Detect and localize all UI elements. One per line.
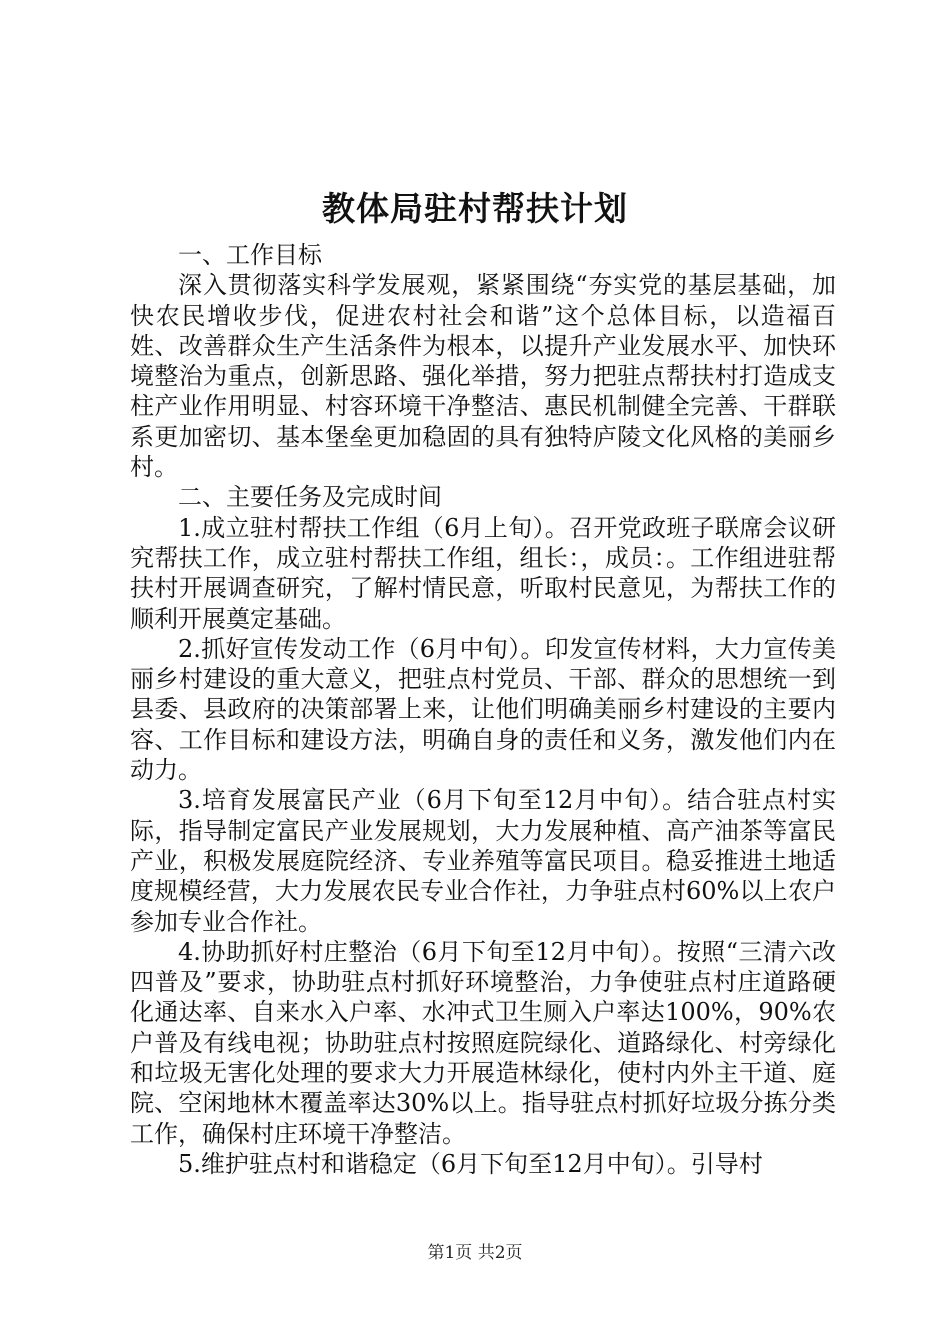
paragraph-goals: 深入贯彻落实科学发展观，紧紧围绕“夯实党的基层基础，加快农民增收步伐，促进农村社会和谐”这个总体目标，以造福百姓、改善群众生产生活条件为根本，以提升产业发展水平、加快环境整治为重点，创新思路、强化举措，努力把驻点帮扶村打造成支柱产业作用明显、村容环境干净整洁、惠民机制健全完善、干群联系更加密切、基本堡垒更加稳固的具有独特庐陵文化风格的美丽乡村。 xyxy=(130,271,836,482)
section-heading-tasks: 二、主要任务及完成时间 xyxy=(178,483,442,512)
section-heading-goals: 一、工作目标 xyxy=(178,241,322,269)
task-item-2: 2.抓好宣传发动工作（6月中旬）。印发宣传材料，大力宣传美丽乡村建设的重大意义，把驻点村党员、干部、群众的思想统一到县委、县政府的决策部署上来，让他们明确美丽乡村建设的主要内容、工作目标和建设方法，明确自身的责任和义务，激发他们内在动力。 xyxy=(130,634,836,785)
document-title: 教体局驻村帮扶计划 xyxy=(322,189,628,228)
task-item-5: 5.维护驻点村和谐稳定（6月下旬至12月中旬）。引导村 xyxy=(178,1149,763,1178)
task-item-1: 1.成立驻村帮扶工作组（6月上旬）。召开党政班子联席会议研究帮扶工作，成立驻村帮扶工作组，组长：，成员：。工作组进驻帮扶村开展调查研究，了解村情民意，听取村民意见，为帮扶工作的顺利开展奠定基础。 xyxy=(130,513,836,633)
task-item-3: 3.培育发展富民产业（6月下旬至12月中旬）。结合驻点村实际，指导制定富民产业发展规划，大力发展种植、高产油茶等富民产业，积极发展庭院经济、专业养殖等富民项目。稳妥推进土地适度规模经营，大力发展农民专业合作社，力争驻点村60%以上农户参加专业合作社。 xyxy=(130,786,836,936)
page-footer: 第1页 共2页 xyxy=(427,1243,523,1263)
document-body xyxy=(130,240,836,1179)
task-item-4: 4.协助抓好村庄整治（6月下旬至12月中旬）。按照“三清六改四普及”要求，协助驻点村抓好环境整治，力争使驻点村庄道路硬化通达率、自来水入户率、水冲式卫生厕入户率达100%，90%农户普及有线电视；协助驻点村按照庭院绿化、道路绿化、村旁绿化和垃圾无害化处理的要求大力开展造林绿化，使村内外主干道、庭院、空闲地林木覆盖率达30%以上。指导驻点村抓好垃圾分拣分类工作，确保村庄环境干净整洁。 xyxy=(130,937,836,1148)
